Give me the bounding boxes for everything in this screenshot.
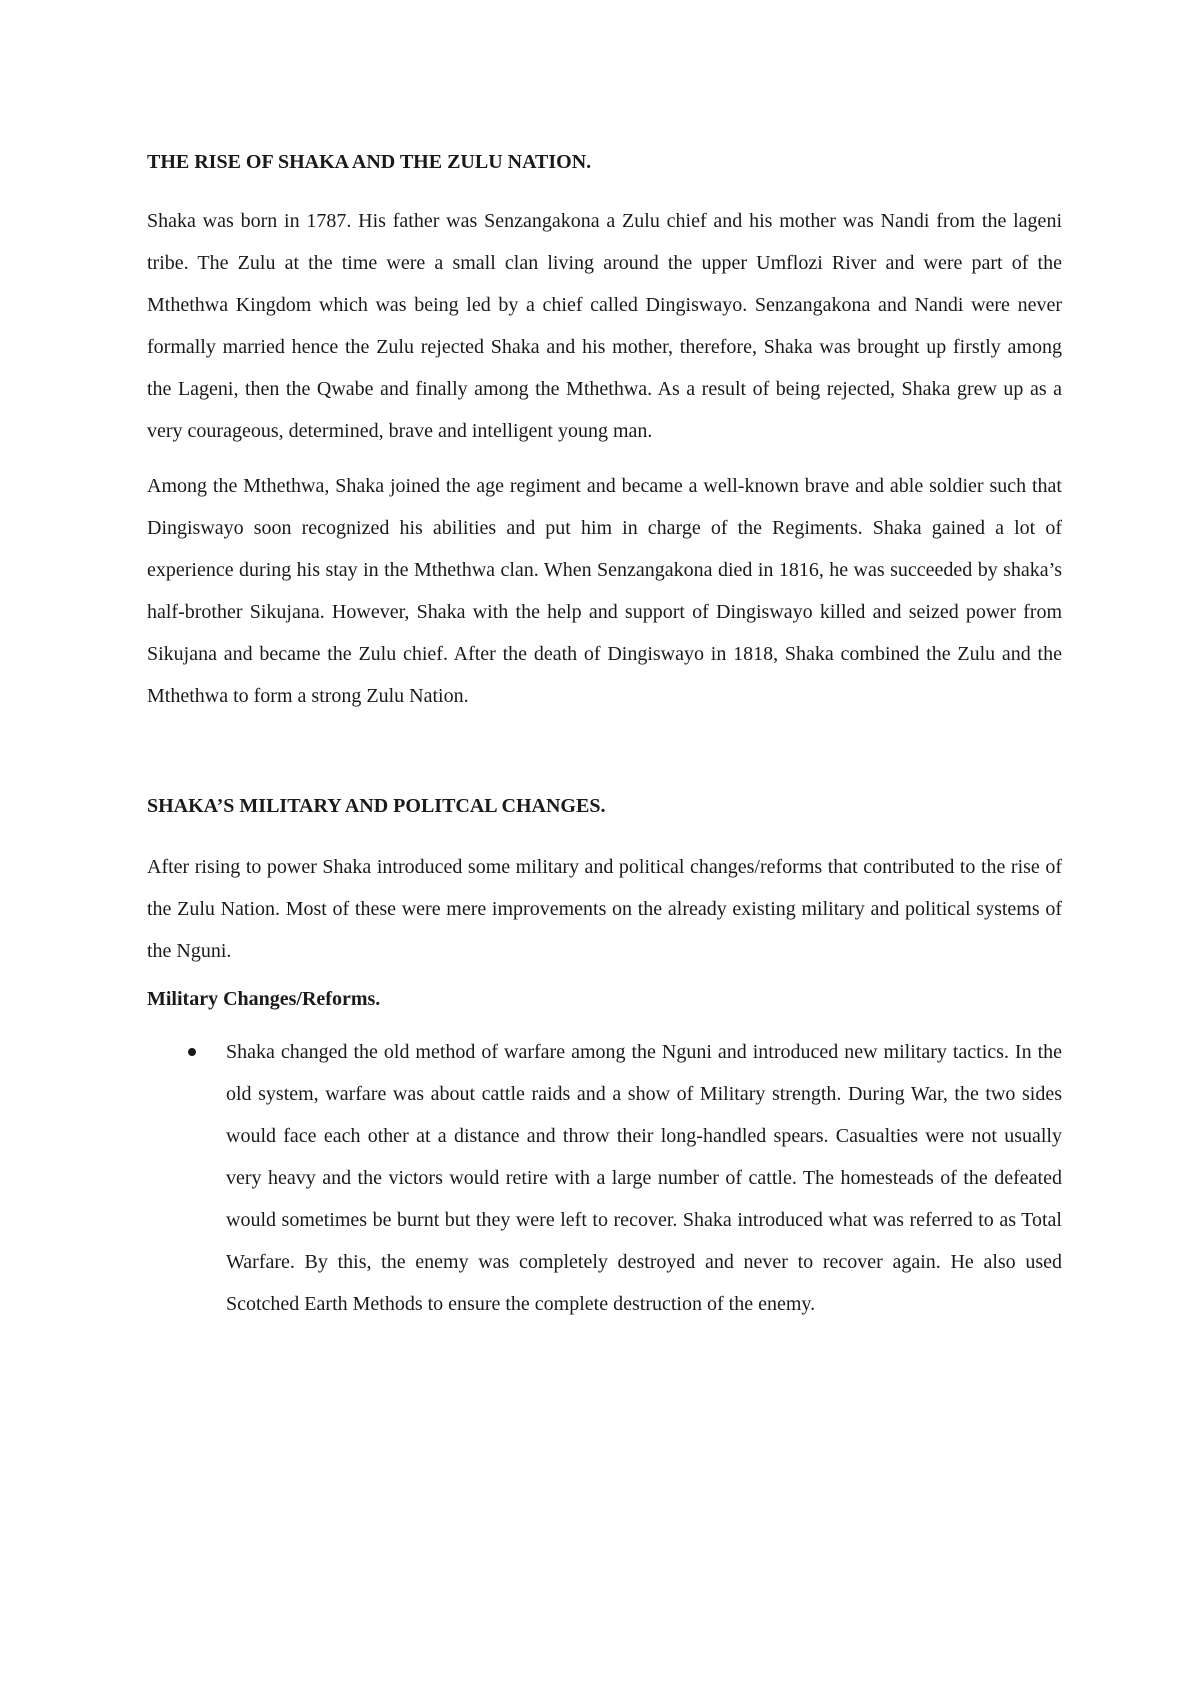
paragraph-mthethwa: Among the Mthethwa, Shaka joined the age regiment and became a well-known brave and able soldier such that Dingiswayo soon recognized his abilities and put him in charge of the Regiments. Shaka gained a lot of experience during his stay in the Mthethwa clan. When Senzangakona died in 1816, he was succeeded by shaka’s half-brother Sikujana. However, Shaka with the help and support of Dingiswayo killed and seized power from Sikujana and became the Zulu chief. After the death of Dingiswayo in 1818, Shaka combined the Zulu and the Mthethwa to form a strong Zulu Nation. [147, 475, 1062, 707]
list-item [147, 1031, 1062, 1325]
subheading-military-reforms: Military Changes/Reforms. [147, 988, 381, 1010]
paragraph-birth: Shaka was born in 1787. His father was Senzangakona a Zulu chief and his mother was Nandi from the lageni tribe. The Zulu at the time were a small clan living around the upper Umflozi River and were part of the Mthethwa Kingdom which was being led by a chief called Dingiswayo. Senzangakona and Nandi were never formally married hence the Zulu rejected Shaka and his mother, therefore, Shaka was brought up firstly among the Lageni, then the Qwabe and finally among the Mthethwa. As a result of being rejected, Shaka grew up as a very courageous, determined, brave and intelligent young man. [147, 210, 1062, 442]
section-spacer [147, 730, 1062, 792]
paragraph-reforms-intro: After rising to power Shaka introduced some military and political changes/reforms that contributed to the rise of the Zulu Nation. Most of these were mere improvements on the already existing military and political systems of the Nguni. [147, 856, 1062, 962]
list-item-text: Shaka changed the old method of warfare among the Nguni and introduced new military tactics. In the old system, warfare was about cattle raids and a show of Military strength. During War, the two sides would face each other at a distance and throw their long-handled spears. Casualties were not usually very heavy and the victors would retire with a large number of cattle. The homesteads of the defeated would sometimes be burnt but they were left to recover. Shaka introduced what was referred to as Total Warfare. By this, the enemy was completely destroyed and never to recover again. He also used Scotched Earth Methods to ensure the complete destruction of the enemy. [226, 1041, 1062, 1315]
document-content [147, 148, 1062, 1325]
reforms-bullet-list [147, 1031, 1062, 1325]
document-title: THE RISE OF SHAKA AND THE ZULU NATION. [147, 151, 592, 173]
section-heading-changes: SHAKA’S MILITARY AND POLITCAL CHANGES. [147, 795, 606, 817]
bullet-icon [188, 1048, 196, 1056]
